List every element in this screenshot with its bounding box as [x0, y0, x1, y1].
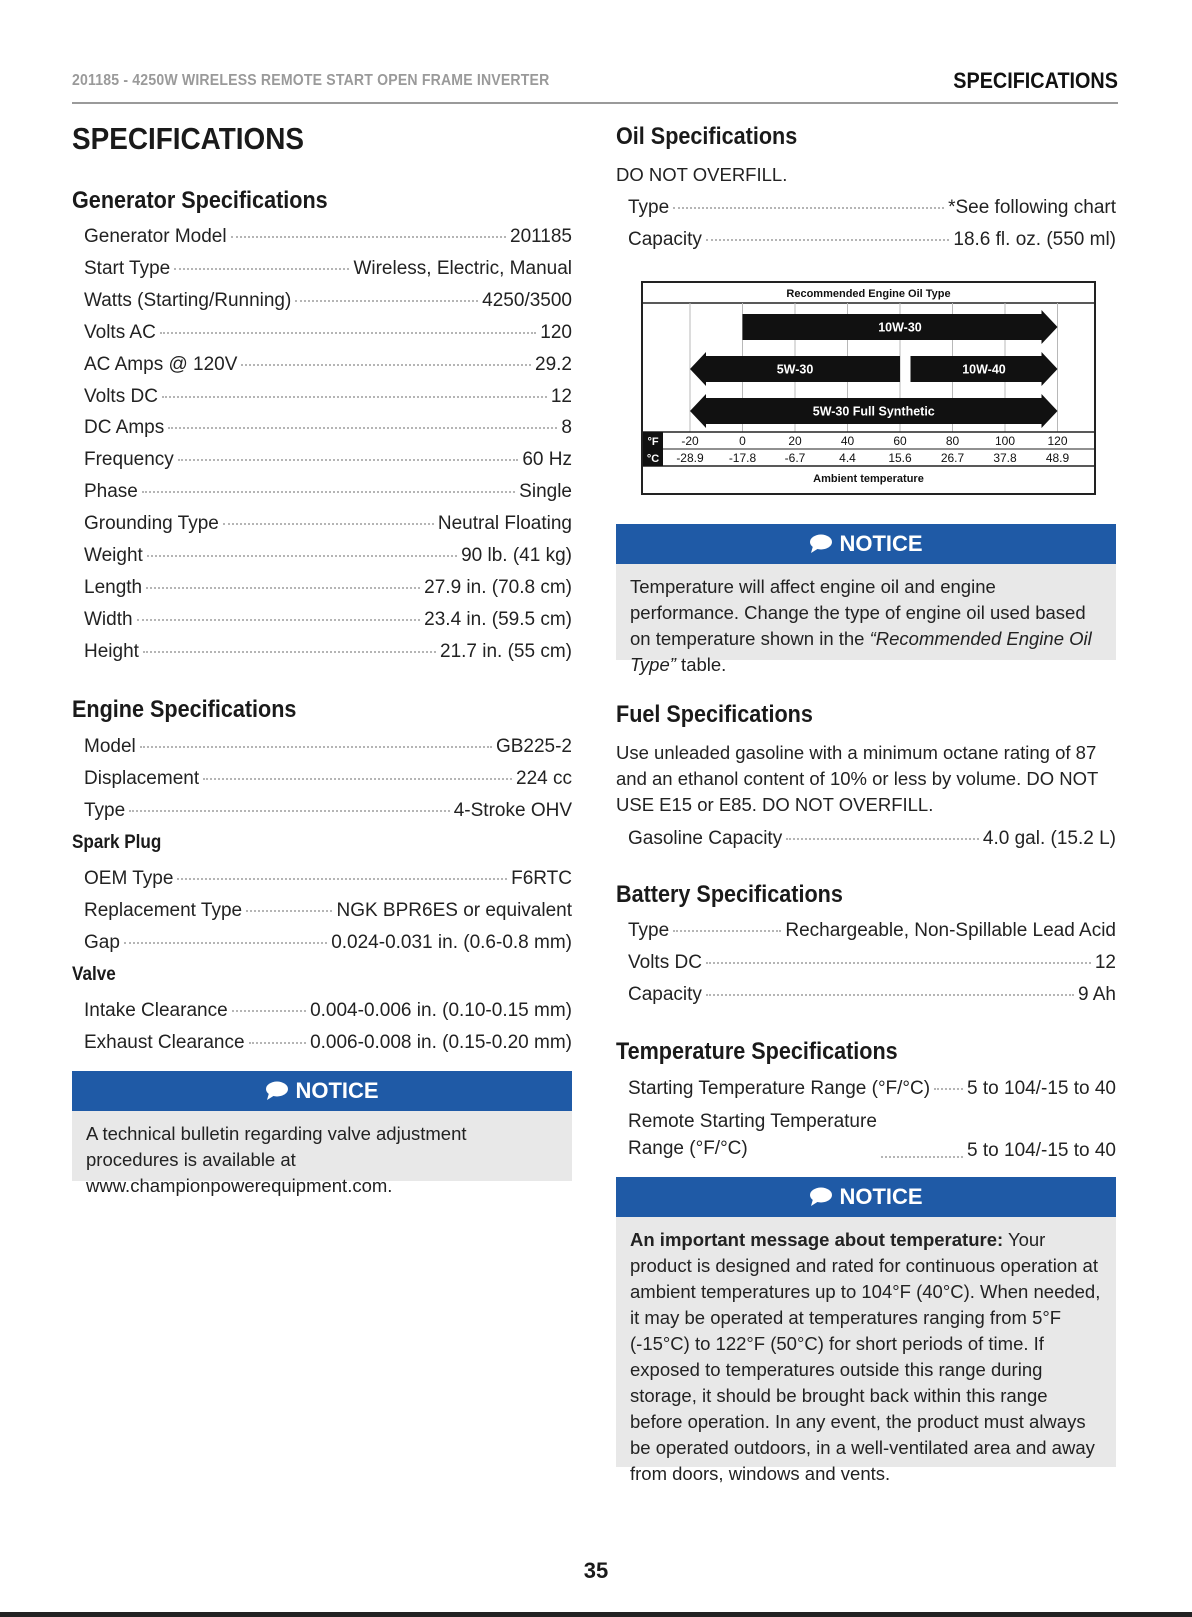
- oil-notice: [616, 524, 1116, 675]
- generator-specs-title: Generator Specifications: [72, 187, 328, 214]
- spec-value: 12: [550, 385, 572, 407]
- spec-value: 12: [1094, 952, 1116, 973]
- spec-value: Wireless, Electric, Manual: [353, 257, 572, 279]
- dot-leader: [124, 942, 327, 944]
- temp-f-tick: 80: [945, 434, 960, 448]
- valve-title: Valve: [72, 964, 116, 985]
- spec-value: NGK BPR6ES or equivalent: [336, 900, 572, 921]
- spec-row: [628, 952, 1116, 978]
- notice-heading: NOTICE: [295, 1078, 379, 1103]
- battery-specs-title: Battery Specifications: [616, 881, 843, 908]
- speech-bubble-icon: [809, 534, 833, 554]
- dot-leader: [934, 1088, 963, 1090]
- spec-label: Capacity: [628, 229, 702, 250]
- spec-value: Rechargeable, Non-Spillable Lead Acid: [785, 920, 1116, 941]
- notice-text-part: Temperature will affect engine oil and engine performance. Change the type of engine oil used based on temperature shown in the: [630, 576, 1086, 649]
- spark-plug-title: Spark Plug: [72, 832, 162, 853]
- spec-label: Frequency: [84, 449, 174, 471]
- oil-band-label: 5W-30 Full Synthetic: [812, 404, 935, 419]
- dot-leader: [168, 427, 557, 429]
- dot-leader: [673, 207, 944, 209]
- spec-row: [84, 545, 572, 571]
- dot-leader: [673, 930, 781, 932]
- spec-row: [628, 1078, 1116, 1104]
- spec-value: 9 Ah: [1077, 984, 1116, 1005]
- temp-c-tick: 4.4: [839, 451, 856, 465]
- dot-leader: [706, 962, 1091, 964]
- spec-value: GB225-2: [495, 736, 572, 757]
- spec-value: 8: [561, 417, 572, 439]
- dot-leader: [223, 523, 434, 525]
- chart-footer: Ambient temperature: [813, 473, 924, 485]
- spec-row: [84, 609, 572, 635]
- spec-value: *See following chart: [948, 197, 1116, 218]
- unit-f-label: °F: [647, 436, 659, 448]
- dot-leader: [147, 555, 457, 557]
- dot-leader: [231, 236, 506, 238]
- spec-label: Height: [84, 640, 139, 662]
- spec-value: 60 Hz: [522, 449, 572, 471]
- dot-leader: [232, 1010, 306, 1012]
- spec-label: OEM Type: [84, 868, 174, 889]
- dot-leader: [178, 459, 519, 461]
- valve-notice: [72, 1071, 572, 1196]
- temp-f-tick: 120: [1047, 434, 1068, 448]
- notice-header: [72, 1071, 572, 1111]
- temp-f-tick: 100: [994, 434, 1016, 448]
- spec-value: 4-Stroke OHV: [453, 800, 572, 821]
- bottom-rule: [0, 1612, 1192, 1617]
- notice-lead: An important message about temperature:: [630, 1229, 1004, 1250]
- notice-text: A technical bulletin regarding valve adjustment procedures is available at www.championpowerequipment.com.: [86, 1123, 467, 1196]
- spec-label: Starting Temperature Range (°F/°C): [628, 1078, 931, 1099]
- spec-row: [84, 868, 572, 894]
- dot-leader: [295, 300, 478, 302]
- dot-leader: [249, 1042, 307, 1044]
- oil-type-chart: [641, 281, 1096, 495]
- temp-f-tick: 20: [788, 434, 802, 448]
- page-title: SPECIFICATIONS: [72, 121, 305, 156]
- spec-row: [84, 577, 572, 603]
- notice-text: [616, 564, 1116, 686]
- spec-label: Gap: [84, 932, 120, 953]
- speech-bubble-icon: [809, 1187, 833, 1207]
- spec-label: Replacement Type: [84, 900, 243, 921]
- dot-leader: [203, 778, 512, 780]
- spec-row: [628, 229, 1116, 255]
- engine-specs-title: Engine Specifications: [72, 696, 297, 723]
- spec-value: 224 cc: [516, 768, 572, 789]
- fuel-specs-title: Fuel Specifications: [616, 701, 813, 728]
- spec-row: [84, 449, 572, 475]
- oil-overfill-warning: DO NOT OVERFILL.: [616, 164, 788, 185]
- spec-value: 0.024-0.031 in. (0.6-0.8 mm): [331, 932, 572, 953]
- oil-band-label: 10W-30: [878, 320, 922, 335]
- header-section-label: SPECIFICATIONS: [953, 68, 1118, 93]
- dot-leader: [177, 878, 507, 880]
- spec-value: Single: [519, 481, 572, 503]
- notice-heading: NOTICE: [839, 1184, 923, 1209]
- spec-row: [84, 386, 572, 412]
- oil-chart-graphic: [643, 283, 1094, 493]
- spec-row: [84, 768, 572, 794]
- notice-header: [616, 524, 1116, 564]
- spec-label: Intake Clearance: [84, 1000, 228, 1021]
- spec-value: Neutral Floating: [437, 513, 572, 535]
- spec-row: [84, 1032, 572, 1058]
- spec-row: [628, 1110, 1116, 1162]
- temp-c-tick: -6.7: [784, 451, 806, 465]
- dot-leader: [174, 268, 349, 270]
- spec-value: 23.4 in. (59.5 cm): [424, 608, 572, 630]
- fuel-description: Use unleaded gasoline with a minimum octane rating of 87 and an ethanol content of 10% or less by volume. DO NOT USE E15 or E85. DO NOT OVERFILL.: [616, 742, 1098, 815]
- notice-text-italic: “Recommended Engine Oil Type”: [630, 628, 1092, 675]
- spec-label: Generator Model: [84, 226, 227, 247]
- spec-row: [628, 197, 1116, 223]
- spec-value: 21.7 in. (55 cm): [440, 640, 572, 662]
- notice-text-part: table.: [675, 654, 727, 675]
- spec-label: Start Type: [84, 257, 171, 279]
- oil-band-label: 5W-30: [776, 362, 814, 377]
- spec-value: 0.006-0.008 in. (0.15-0.20 mm): [310, 1032, 572, 1053]
- spec-value: 5 to 104/-15 to 40: [967, 1078, 1116, 1099]
- spec-row: [84, 736, 572, 762]
- spec-value: 4250/3500: [482, 289, 572, 311]
- notice-text-part: Your product is designed and rated for continuous operation at ambient temperatures up to 104°F (40°C). When needed, it may be operated at temperatures ranging from 5°F (-15°C) to 122°F (50°C) for short periods of time. If exposed to temperatures outside this range during storage, it should be brought back within this range before operation. In any event, the product must always be operated outdoors, in a well-ventilated area and away from doors, windows and vents.: [630, 1229, 1101, 1484]
- dot-leader: [143, 651, 436, 653]
- dot-leader: [160, 332, 536, 334]
- spec-value: 5 to 104/-15 to 40: [967, 1140, 1116, 1161]
- spec-value: F6RTC: [511, 868, 572, 889]
- temp-c-tick: -28.9: [676, 451, 704, 465]
- spec-label: Grounding Type: [84, 513, 219, 535]
- spec-label: Weight: [84, 545, 143, 566]
- spec-value: 29.2: [535, 353, 572, 375]
- spec-label: Remote Starting Temperature Range (°F/°C): [628, 1111, 877, 1159]
- spec-value: 120: [540, 321, 572, 343]
- spec-label: Length: [84, 576, 143, 598]
- dot-leader: [786, 838, 979, 840]
- notice-header: [616, 1177, 1116, 1217]
- spec-value: 90 lb. (41 kg): [461, 545, 572, 566]
- temp-f-tick: 60: [893, 434, 907, 448]
- spec-value: 0.004-0.006 in. (0.10-0.15 mm): [310, 1000, 572, 1021]
- spec-row: [84, 481, 572, 507]
- spec-label: Phase: [84, 481, 138, 503]
- dot-leader: [142, 491, 515, 493]
- temp-f-tick: -20: [681, 434, 699, 448]
- spec-label: Gasoline Capacity: [628, 828, 783, 849]
- dot-leader: [129, 810, 450, 812]
- chart-title: Recommended Engine Oil Type: [786, 288, 951, 300]
- spec-label: DC Amps: [84, 417, 165, 439]
- spec-row: [84, 900, 572, 926]
- dot-leader: [241, 364, 531, 366]
- spec-label: Capacity: [628, 984, 702, 1005]
- spec-row: [84, 226, 572, 252]
- spec-value: 18.6 fl. oz. (550 ml): [953, 229, 1116, 250]
- spec-label: Width: [84, 608, 133, 630]
- page-number: 35: [583, 1558, 609, 1583]
- notice-text: [616, 1217, 1116, 1495]
- dot-leader: [140, 746, 492, 748]
- dot-leader: [146, 587, 420, 589]
- temp-c-tick: 26.7: [940, 451, 965, 465]
- document-title: 201185 - 4250W WIRELESS REMOTE START OPEN FRAME INVERTER: [72, 72, 550, 89]
- spec-row: [84, 932, 572, 958]
- dot-leader: [706, 994, 1074, 996]
- spec-label: AC Amps @ 120V: [84, 353, 238, 375]
- dot-leader: [162, 396, 547, 398]
- spec-label: Type: [628, 920, 670, 941]
- spec-row: [84, 417, 572, 443]
- temp-f-tick: 40: [840, 434, 855, 448]
- unit-c-label: °C: [646, 453, 660, 465]
- temperature-specs-title: Temperature Specifications: [616, 1038, 898, 1065]
- oil-specs-title: Oil Specifications: [616, 123, 798, 150]
- spec-label: Volts DC: [628, 952, 702, 973]
- spec-row: [84, 322, 572, 348]
- spec-value: 4.0 gal. (15.2 L): [982, 828, 1116, 849]
- spec-row: [84, 354, 572, 380]
- spec-label: Model: [84, 736, 136, 757]
- temp-c-tick: 37.8: [993, 451, 1017, 465]
- running-header: [72, 66, 1118, 104]
- spec-row: [84, 1000, 572, 1026]
- spec-row: [628, 984, 1116, 1010]
- spec-row: [84, 290, 572, 316]
- temp-f-tick: 0: [739, 434, 746, 448]
- temperature-notice: [616, 1177, 1116, 1484]
- spec-label: Exhaust Clearance: [84, 1032, 245, 1053]
- temp-c-tick: 48.9: [1045, 451, 1070, 465]
- spec-row: [84, 641, 572, 667]
- spec-row: [84, 258, 572, 284]
- spec-label: Type: [84, 800, 126, 821]
- temp-c-tick: -17.8: [728, 451, 757, 465]
- spec-label: Type: [628, 197, 670, 218]
- dot-leader: [881, 1156, 963, 1158]
- spec-row: [84, 800, 572, 826]
- spec-value: 201185: [510, 226, 572, 247]
- temp-c-tick: 15.6: [888, 451, 912, 465]
- spec-label: Volts DC: [84, 385, 158, 407]
- oil-band-label: 10W-40: [962, 362, 1006, 377]
- speech-bubble-icon: [265, 1081, 289, 1101]
- dot-leader: [706, 239, 949, 241]
- spec-row: [84, 513, 572, 539]
- spec-row: [628, 828, 1116, 854]
- spec-label: Watts (Starting/Running): [84, 289, 292, 311]
- spec-value: 27.9 in. (70.8 cm): [424, 576, 572, 598]
- spec-label: Volts AC: [84, 321, 156, 343]
- dot-leader: [137, 619, 421, 621]
- dot-leader: [246, 910, 332, 912]
- spec-row: [628, 920, 1116, 946]
- spec-label: Displacement: [84, 768, 200, 789]
- notice-heading: NOTICE: [839, 531, 923, 556]
